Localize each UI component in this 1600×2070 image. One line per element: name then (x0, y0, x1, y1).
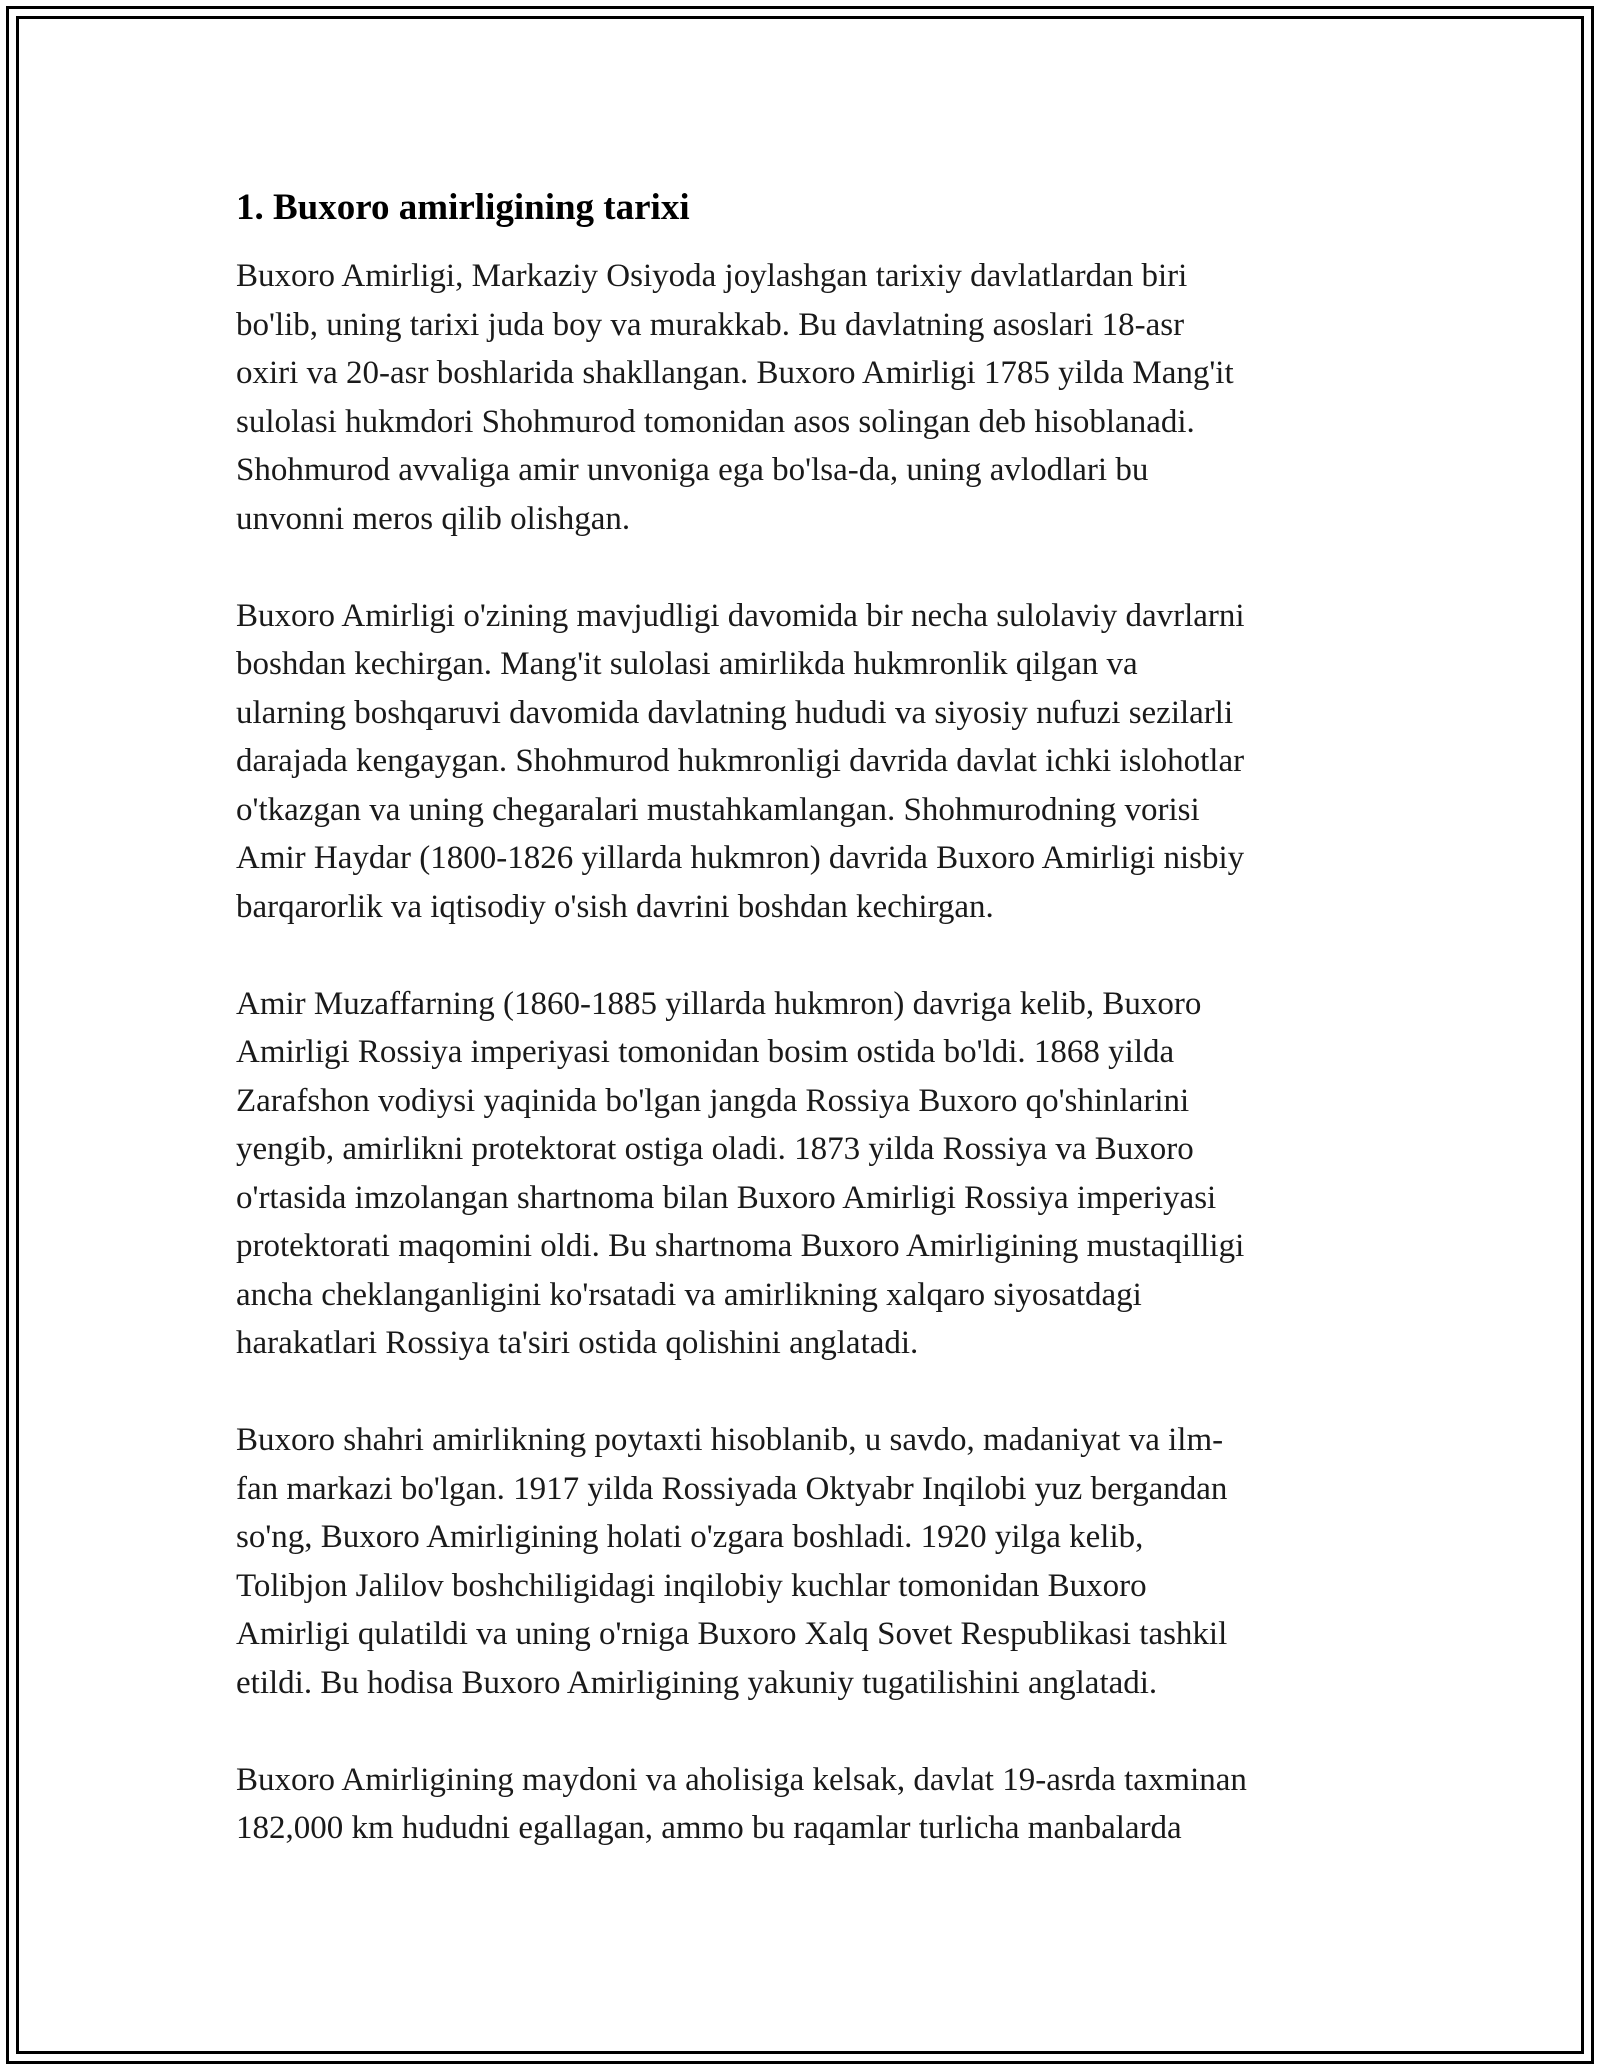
text-line: Buxoro Amirligi, Markaziy Osiyoda joylashgan tarixiy davlatlardan biri (236, 258, 1188, 294)
text-line: oxiri va 20-asr boshlarida shakllangan. Buxoro Amirligi 1785 yilda Mang'it (236, 355, 1234, 391)
text-line: o'rtasida imzolangan shartnoma bilan Buxoro Amirligi Rossiya imperiyasi (236, 1179, 1217, 1216)
paragraph-4 (236, 1416, 1366, 1707)
text-line: Shohmurod avvaliga amir unvoniga ega bo'lsa-da, uning avlodlari bu (236, 452, 1149, 488)
text-line: protektorati maqomini oldi. Bu shartnoma Buxoro Amirligining mustaqilligi (236, 1228, 1245, 1264)
text-line: barqarorlik va iqtisodiy o'sish davrini boshdan kechirgan. (236, 888, 994, 925)
section-heading: 1. Buxoro amirligining tarixi (236, 187, 690, 228)
paragraph-3 (236, 980, 1366, 1368)
text-line: darajada kengaygan. Shohmurod hukmronligi davrida davlat ichki islohotlar (236, 743, 1245, 779)
text-line: bo'lib, uning tarixi juda boy va murakkab. Bu davlatning asoslari 18-asr (236, 306, 1185, 343)
text-line: boshdan kechirgan. Mang'it sulolasi amirlikda hukmronlik qilgan va (236, 646, 1138, 682)
paragraph-1 (236, 252, 1366, 543)
text-line: Tolibjon Jalilov boshchiligidagi inqilobiy kuchlar tomonidan Buxoro (236, 1567, 1147, 1604)
text-line: 182,000 km hududni egallagan, ammo bu raqamlar turlicha manbalarda (236, 1810, 1182, 1846)
text-line: Amirligi qulatildi va uning o'rniga Buxoro Xalq Sovet Respublikasi tashkil (236, 1616, 1228, 1652)
text-line: Buxoro shahri amirlikning poytaxti hisoblanib, u savdo, madaniyat va ilm- (236, 1422, 1224, 1458)
text-line: ancha cheklanganligini ko'rsatadi va amirlikning xalqaro siyosatdagi (236, 1276, 1142, 1313)
text-line: sulolasi hukmdori Shohmurod tomonidan asos solingan deb hisoblanadi. (236, 403, 1195, 440)
text-line: harakatlari Rossiya ta'siri ostida qolishini anglatadi. (236, 1325, 919, 1361)
text-line: fan markazi bo'lgan. 1917 yilda Rossiyada Oktyabr Inqilobi yuz bergandan (236, 1470, 1228, 1507)
text-line: Buxoro Amirligi o'zining mavjudligi davomida bir necha sulolaviy davrlarni (236, 597, 1245, 634)
text-line: o'tkazgan va uning chegaralari mustahkamlangan. Shohmurodning vorisi (236, 791, 1200, 828)
text-line: Buxoro Amirligining maydoni va aholisiga kelsak, davlat 19-asrda taxminan (236, 1761, 1247, 1798)
text-line: unvonni meros qilib olishgan. (236, 500, 631, 537)
paragraph-2 (236, 592, 1366, 932)
text-line: Amir Haydar (1800-1826 yillarda hukmron) davrida Buxoro Amirligi nisbiy (236, 840, 1245, 876)
text-line: Amirligi Rossiya imperiyasi tomonidan bosim ostida bo'ldi. 1868 yilda (236, 1034, 1175, 1070)
text-line: ularning boshqaruvi davomida davlatning hududi va siyosiy nufuzi sezilarli (236, 694, 1234, 731)
text-line: etildi. Bu hodisa Buxoro Amirligining yakuniy tugatilishini anglatadi. (236, 1664, 1158, 1701)
text-line: Zarafshon vodiysi yaqinida bo'lgan jangda Rossiya Buxoro qo'shinlarini (236, 1082, 1190, 1119)
document-body (236, 184, 1366, 1901)
paragraph-5 (236, 1756, 1366, 1853)
text-line: yengib, amirlikni protektorat ostiga oladi. 1873 yilda Rossiya va Buxoro (236, 1131, 1194, 1167)
text-line: Amir Muzaffarning (1860-1885 yillarda hukmron) davriga kelib, Buxoro (236, 985, 1202, 1022)
text-line: so'ng, Buxoro Amirligining holati o'zgara boshladi. 1920 yilga kelib, (236, 1519, 1144, 1555)
